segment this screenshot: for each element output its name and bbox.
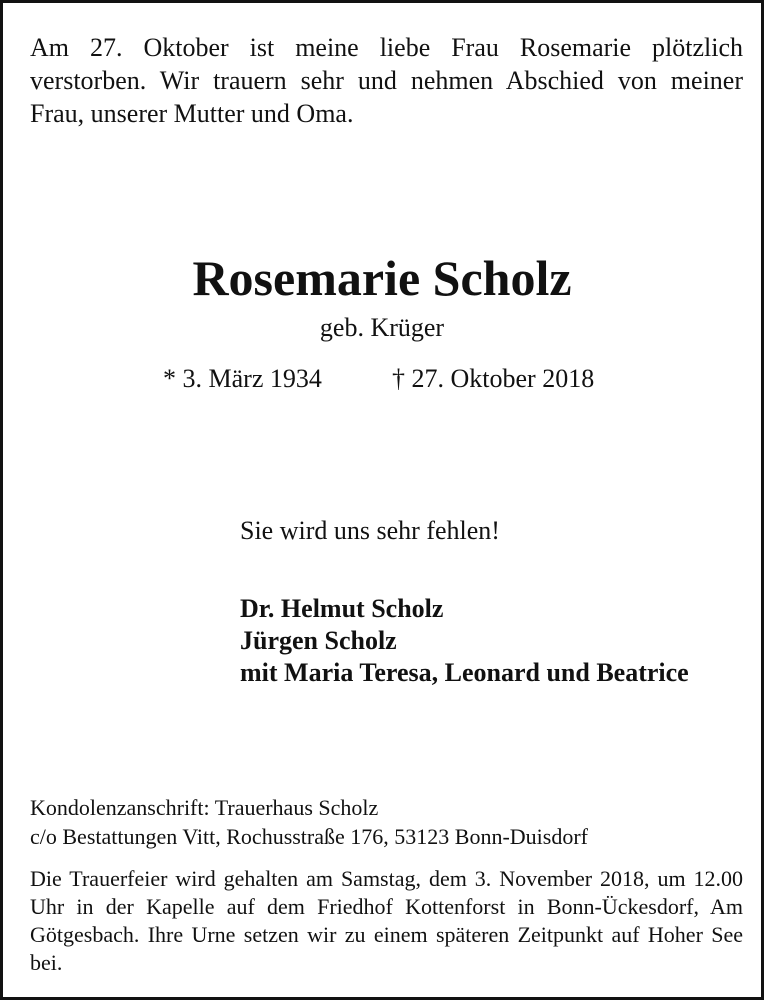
condolence-address-line: c/o Bestattungen Vitt, Rochusstraße 176, 53123 Bonn-Duisdorf [30, 824, 588, 849]
death-date: † 27. Oktober 2018 [392, 364, 595, 393]
birth-name: geb. Krüger [319, 313, 445, 342]
deceased-name: Rosemarie Scholz [192, 250, 572, 306]
intro-text: Am 27. Oktober ist meine liebe Frau Rosemarie plötzlich verstorben. Wir trauern sehr und nehmen Abschied von meiner Frau, unserer Mutter und Oma. [30, 33, 743, 128]
mourner-name: mit Maria Teresa, Leonard und Beatrice [240, 658, 689, 687]
mourner-name: Dr. Helmut Scholz [240, 594, 444, 623]
condolence-address [30, 793, 588, 851]
closing-line: Sie wird uns sehr fehlen! [240, 516, 500, 545]
birth-date: * 3. März 1934 [163, 364, 322, 393]
funeral-service-text: Die Trauerfeier wird gehalten am Samstag, dem 3. November 2018, um 12.00 Uhr in der Kapelle auf dem Friedhof Kottenforst in Bonn-Ückesdorf, Am Götgesbach. Ihre Urne setzen wir zu einem späteren Zeitpunkt auf Hoher See bei. [30, 866, 743, 975]
mourner-name: Jürgen Scholz [240, 626, 397, 655]
condolence-address-line: Kondolenzanschrift: Trauerhaus Scholz [30, 795, 379, 820]
mourners-list [240, 593, 689, 689]
